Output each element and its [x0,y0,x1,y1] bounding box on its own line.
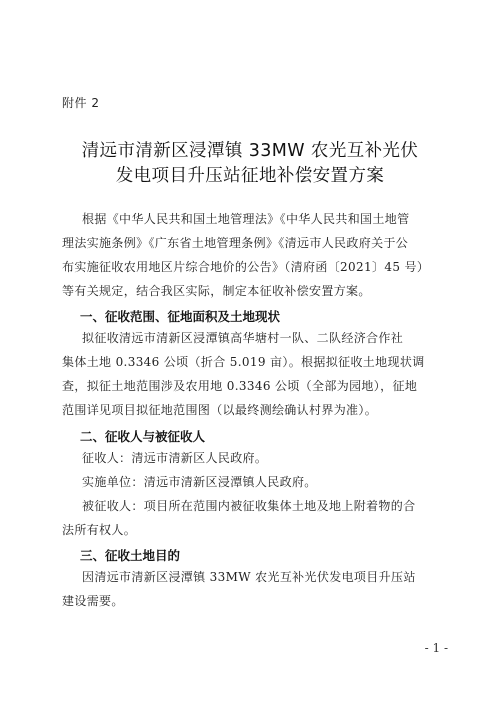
document-title-line-2: 发电项目升压站征地补偿安置方案 [115,166,385,186]
intro-line-2: 理法实施条例》《广东省土地管理条例》《清远市人民政府关于公 [62,236,409,250]
section-3-line-1: 因清远市清新区浸潭镇 33MW 农光互补光伏发电项目升压站 [82,570,416,584]
attachment-label: 附件 2 [62,96,100,110]
intro-line-4: 等有关规定，结合我区实际，制定本征收补偿安置方案。 [62,284,371,298]
section-1-line-1: 拟征收清远市清新区浸潭镇高华塘村一队、二队经济合作社 [82,331,404,345]
section-2-line-1: 征收人：清远市清新区人民政府。 [82,451,268,465]
section-2-line-3: 被征收人：项目所在范围内被征收集体土地及地上附着物的合 [82,499,416,513]
section-1-line-2: 集体土地 0.3346 公顷（折合 5.019 亩）。根据拟征收土地现状调 [62,355,425,369]
section-1-heading: 一、征收范围、征地面积及土地现状 [80,309,281,324]
section-2-heading: 二、征收人与被征收人 [80,429,206,444]
document-title-line-1: 清远市清新区浸潭镇 33MW 农光互补光伏 [81,141,419,161]
section-2-line-4: 法所有权人。 [62,523,137,537]
section-1-line-4: 范围详见项目拟征地范围图（以最终测绘确认村界为准）。 [62,403,378,417]
page-number: - 1 - [424,641,448,655]
intro-line-1: 根据《中华人民共和国土地管理法》《中华人民共和国土地管 [82,212,410,226]
section-1-line-3: 查，拟征土地范围涉及农用地 0.3346 公顷（全部为园地），征地 [62,379,418,393]
section-3-heading: 三、征收土地目的 [80,548,181,563]
intro-line-3: 布实施征收农用地区片综合地价的公告》（清府函〔2021〕45 号） [62,260,430,274]
section-2-line-2: 实施单位：清远市清新区浸潭镇人民政府。 [82,475,317,489]
section-3-line-2: 建设需要。 [62,594,124,608]
